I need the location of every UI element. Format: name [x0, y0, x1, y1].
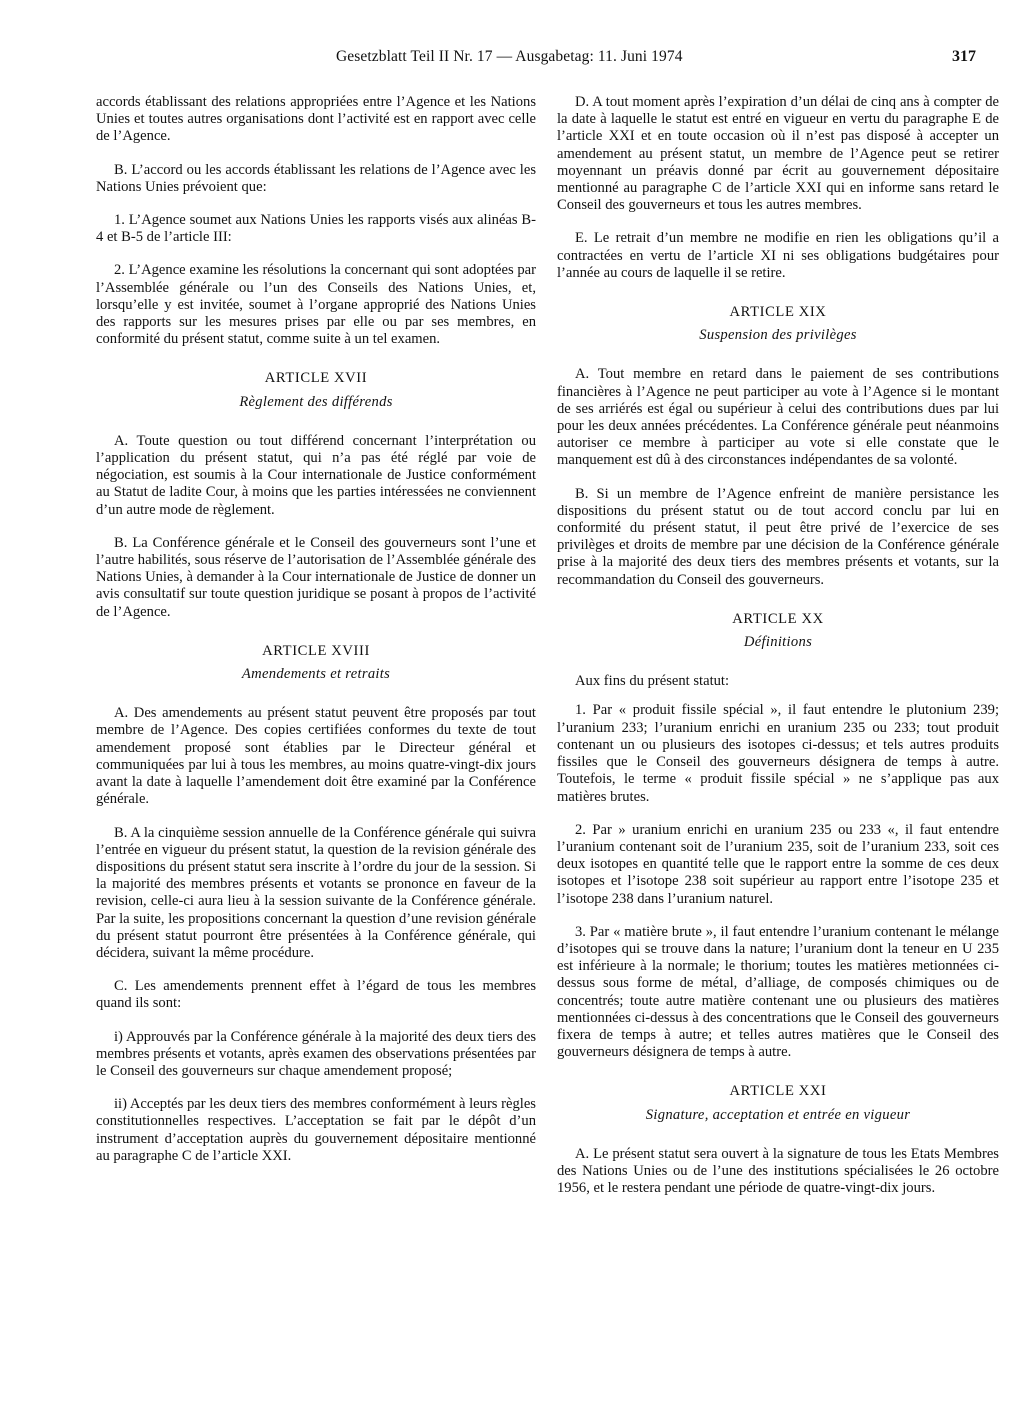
paragraph: A. Tout membre en retard dans le paiement de ses contributions financières à l’Agence ne peut participer au vote à l’Agence si le montant de ses arriérés est égal ou supérieur à celui des contributions dues par lui pour les deux années précédentes. La Conférence générale peut néanmoins autoriser ce membre à participer au vote si elle constate que le manquement est dû à des circonstances indépendantes de sa volonté. — [557, 366, 999, 469]
right-column — [557, 94, 999, 1213]
paragraph: accords établissant des relations appropriées entre l’Agence et les Nations Unies et toutes autres organisations dont l’activité est en rapport avec celle de l’Agence. — [96, 94, 536, 145]
paragraph: A. Toute question ou tout différend concernant l’interprétation ou l’application du présent statut, qui n’a pas été réglé par voie de négociation, est soumis à la Cour internationale de Justice conformément au Statut de ladite Cour, à moins que les parties intéressées ne conviennent d’un autre mode de règlement. — [96, 432, 536, 518]
paragraph: i) Approuvés par la Conférence générale à la majorité des deux tiers des membres présents et votants, après examen des observations présentées par le Conseil des gouverneurs sur chaque amendement proposé; — [96, 1028, 536, 1079]
paragraph: 1. Par « produit fissile spécial », il faut entendre le plutonium 239; l’uranium 233; l’uranium enrichi en uranium 235 ou 233; tout produit contenant un ou plusieurs des isotopes ci-dessus; et tels autres produits fissiles que le Conseil des gouverneurs désignera de temps à autre. Toutefois, le terme « produit fissile spécial » ne s’applique pas aux matières brutes. — [557, 702, 999, 805]
paragraph: A. Des amendements au présent statut peuvent être proposés par tout membre de l’Agence. Des copies certifiées conformes du texte de tout amendement proposé sont établies par le Directeur général et communiquées par lui à tous les membres, au moins quatre-vingt-dix jours avant la date à laquelle l’amendement doit être examiné par la Conférence générale. — [96, 705, 536, 808]
paragraph: B. L’accord ou les accords établissant les relations de l’Agence avec les Nations Unies prévoient que: — [96, 161, 536, 195]
article-heading: ARTICLE XXI — [729, 1083, 827, 1100]
paragraph: Aux fins du présent statut: — [575, 673, 730, 690]
article-heading: ARTICLE XVIII — [262, 642, 370, 659]
article-subtitle: Amendements et retraits — [241, 666, 391, 683]
left-column — [96, 94, 536, 1181]
paragraph: B. A la cinquième session annuelle de la Conférence générale qui suivra l’entrée en vigueur du présent statut, la question de la revision générale des dispositions du présent statut sera inscrite à l’ordre du jour de la session. Si la majorité des membres présents et votants se prononce en faveur de la revision, celle-ci aura lieu à la session suivante de la Conférence générale. Par la suite, les propositions concernant la question d’une revision générale du présent statut pourront être présentées à la Conférence générale, qui décidera, suivant la même procédure. — [96, 824, 536, 961]
article-subtitle: Signature, acceptation et entrée en vigueur — [645, 1106, 911, 1123]
page-header — [96, 48, 976, 72]
paragraph: 3. Par « matière brute », il faut entendre l’uranium contenant le mélange d’isotopes qui se trouve dans la nature; l’uranium dont la teneur en U 235 est inférieure à la normale; le thorium; toutes les matières metionnées ci-dessus sous forme de métal, d’alliage, de composés chimiques ou de concentrés; toute autre matière contenant une ou plusieurs des matières mentionnées ci-dessus à des concentrations que le Conseil des gouverneurs fixera de temps à autre; et telles autres matières que le Conseil des gouverneurs désignera de temps à autre. — [557, 923, 999, 1061]
paragraph: 2. L’Agence examine les résolutions la concernant qui sont adoptées par l’Assemblée générale ou l’un des Conseils des Nations Unies, et, lorsqu’elle y est invitée, soumet à l’organe approprié des Nations Unies des rapports sur les mesures prises par elle ou par ses membres, en conformité du présent statut, comme suite à un tel examen. — [96, 262, 536, 348]
article-heading: ARTICLE XVII — [264, 370, 368, 387]
paragraph: B. La Conférence générale et le Conseil des gouverneurs sont l’une et l’autre habilités, sous réserve de l’autorisation de l’Assemblée générale des Nations Unies, à demander à la Cour internationale de Justice de donner un avis consultatif sur toute question juridique se posant à propos de l’activité de l’Agence. — [96, 534, 536, 620]
gazette-title: Gesetzblatt Teil II Nr. 17 — Ausgabetag: 11. Juni 1974 — [336, 48, 683, 65]
article-heading: ARTICLE XX — [732, 610, 824, 627]
paragraph: C. Les amendements prennent effet à l’égard de tous les membres quand ils sont: — [96, 978, 536, 1012]
paragraph: A. Le présent statut sera ouvert à la signature de tous les Etats Membres des Nations Unies ou de l’une des institutions spécialisées le 26 octobre 1956, et le restera pendant une période de quatre-vingt-dix jours. — [557, 1145, 999, 1197]
article-subtitle: Suspension des privilèges — [699, 327, 857, 344]
article-heading: ARTICLE XIX — [729, 304, 827, 321]
paragraph: 1. L’Agence soumet aux Nations Unies les rapports visés aux alinéas B-4 et B-5 de l’article III: — [96, 212, 536, 246]
paragraph: ii) Acceptés par les deux tiers des membres conformément à leurs règles constitutionnelles respectives. L’acceptation se fait par le dépôt d’un instrument d’acceptation auprès du gouvernement dépositaire mentionné au paragraphe C de l’article XXI. — [96, 1096, 536, 1164]
paragraph: E. Le retrait d’un membre ne modifie en rien les obligations qu’il a contractées en vertu de l’article XI ni ses obligations budgétaires pour l’année au cours de laquelle il se retire. — [557, 230, 999, 281]
article-subtitle: Définitions — [743, 634, 813, 651]
paragraph: B. Si un membre de l’Agence enfreint de manière persistance les dispositions du présent statut ou de tout accord conclu par lui en conformité du présent statut, il peut être privé de l’exercice de ses privilèges et droits de membre par une décision de la Conférence générale prise à la majorité des deux tiers des membres présents et votants, sur la recommandation du Conseil des gouverneurs. — [557, 485, 999, 588]
paragraph: 2. Par » uranium enrichi en uranium 235 ou 233 «, il faut entendre l’uranium contenant soit de l’uranium 235, soit de l’uranium 233, soit ces deux isotopes en quantité telle que le rapport entre la somme de ces deux isotopes et l’isotope 238 soit supérieur au rapport entre l’isotope 235 et l’isotope 238 dans l’uranium naturel. — [557, 821, 999, 907]
paragraph: D. A tout moment après l’expiration d’un délai de cinq ans à compter de la date à laquelle le statut est entré en vigueur en vertu du paragraphe E de l’article XXI et en toute occasion où il n’est pas disposé à accepter un amendement au présent statut, un membre de l’Agence peut se retirer moyennant un préavis donné par écrit au gouvernement dépositaire mentionné au paragraphe C de l’article XXI qui en informe sans retard le Conseil des gouverneurs et tous les autres membres. — [557, 94, 999, 214]
article-subtitle: Règlement des différends — [239, 393, 393, 410]
page-number: 317 — [952, 48, 976, 65]
